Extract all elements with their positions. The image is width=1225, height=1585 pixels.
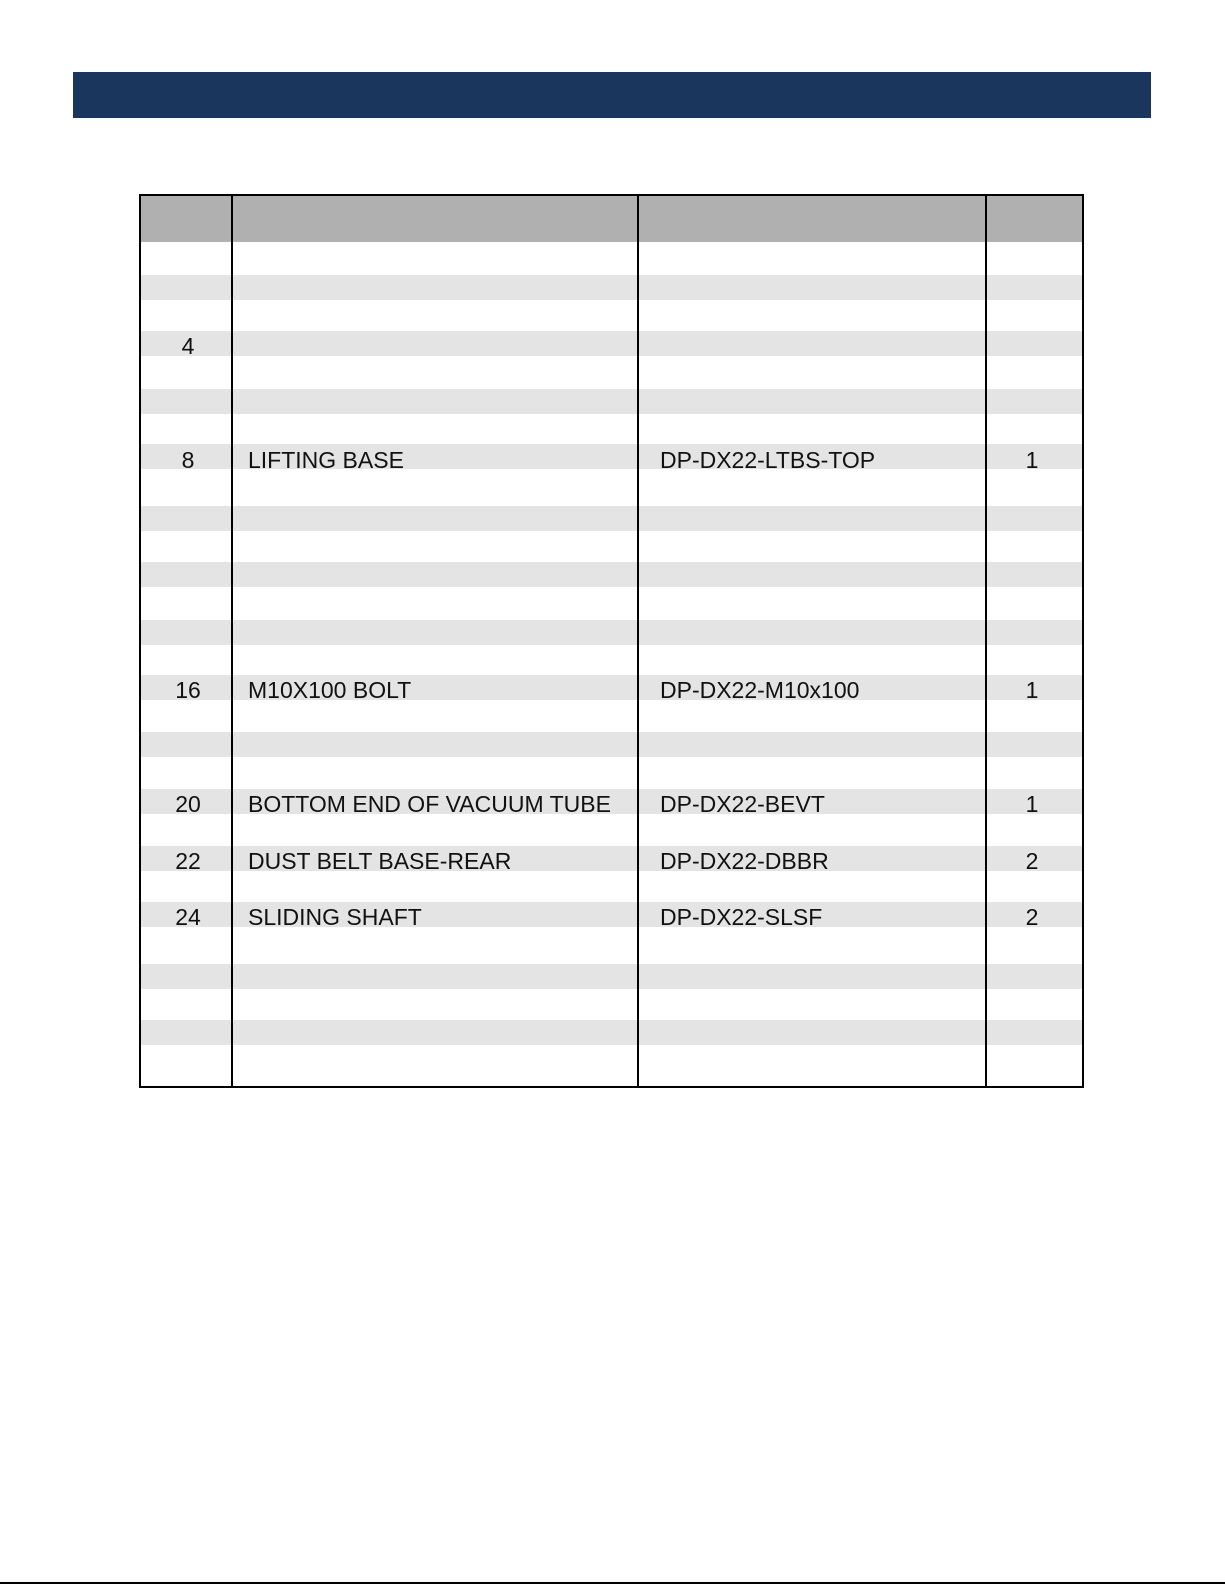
item-description: LIFTING BASE bbox=[248, 447, 404, 473]
item-quantity: 1 bbox=[1025, 677, 1039, 703]
item-quantity: 2 bbox=[1025, 904, 1039, 930]
item-description: BOTTOM END OF VACUUM TUBE bbox=[248, 791, 611, 817]
row-band bbox=[141, 331, 1082, 356]
row-band bbox=[141, 562, 1082, 587]
page-bottom-rule bbox=[0, 1582, 1225, 1584]
item-quantity: 2 bbox=[1025, 848, 1039, 874]
row-band bbox=[141, 620, 1082, 645]
table-header-row bbox=[141, 196, 1082, 242]
header-bar bbox=[73, 72, 1151, 118]
item-part-number: DP-DX22-M10x100 bbox=[660, 677, 860, 703]
item-part-number: DP-DX22-LTBS-TOP bbox=[660, 447, 876, 473]
column-divider bbox=[985, 196, 987, 1086]
row-band bbox=[141, 506, 1082, 531]
item-number: 8 bbox=[181, 447, 195, 473]
row-band bbox=[141, 964, 1082, 989]
item-part-number: DP-DX22-SLSF bbox=[660, 904, 823, 930]
parts-table bbox=[139, 194, 1084, 1088]
item-part-number: DP-DX22-BEVT bbox=[660, 791, 825, 817]
column-divider bbox=[231, 196, 233, 1086]
item-quantity: 1 bbox=[1025, 447, 1039, 473]
item-description: M10X100 BOLT bbox=[248, 677, 412, 703]
item-number: 16 bbox=[175, 677, 201, 703]
item-number: 22 bbox=[175, 848, 201, 874]
row-band bbox=[141, 389, 1082, 414]
item-part-number: DP-DX22-DBBR bbox=[660, 848, 829, 874]
row-band bbox=[141, 732, 1082, 757]
item-number: 20 bbox=[175, 791, 201, 817]
item-quantity: 1 bbox=[1025, 791, 1039, 817]
row-band bbox=[141, 275, 1082, 300]
row-band bbox=[141, 1020, 1082, 1045]
item-number: 4 bbox=[181, 333, 195, 359]
item-description: DUST BELT BASE-REAR bbox=[248, 848, 512, 874]
item-number: 24 bbox=[175, 904, 201, 930]
item-description: SLIDING SHAFT bbox=[248, 904, 422, 930]
column-divider bbox=[637, 196, 639, 1086]
